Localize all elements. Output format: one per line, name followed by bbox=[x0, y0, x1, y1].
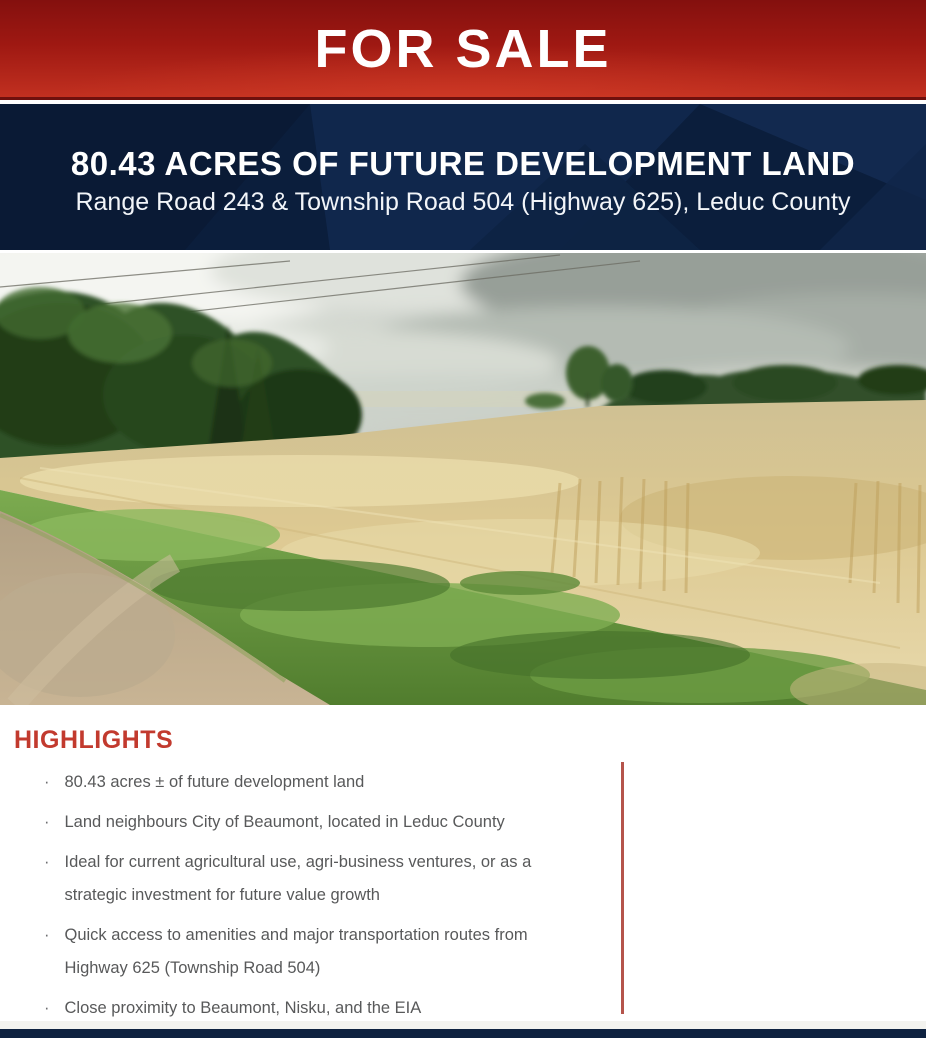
highlight-item bbox=[44, 846, 604, 912]
bullet-dot: · bbox=[44, 926, 50, 944]
hero-band bbox=[0, 104, 926, 250]
bullet-dot: · bbox=[44, 773, 50, 791]
highlight-text: Close proximity to Beaumont, Nisku, and the EIA bbox=[64, 999, 422, 1017]
bullet-dot: · bbox=[44, 853, 50, 871]
highlight-item bbox=[44, 806, 604, 839]
highlight-item bbox=[44, 766, 604, 799]
property-title: 80.43 ACRES OF FUTURE DEVELOPMENT LAND bbox=[70, 145, 856, 182]
highlight-text: 80.43 acres ± of future development land bbox=[64, 773, 365, 791]
for-sale-banner bbox=[0, 0, 926, 100]
property-address: Range Road 243 & Township Road 504 (Highway 625), Leduc County bbox=[75, 188, 851, 216]
highlight-text: Ideal for current agricultural use, agri-business ventures, or as a strategic investment for future value growth bbox=[64, 853, 532, 904]
bullet-dot: · bbox=[44, 813, 50, 831]
highlight-text: Quick access to amenities and major transportation routes from Highway 625 (Township Road 504) bbox=[64, 926, 528, 977]
highlight-item bbox=[44, 919, 604, 985]
footer-light-strip bbox=[0, 1021, 926, 1029]
highlight-text: Land neighbours City of Beaumont, located in Leduc County bbox=[64, 813, 505, 831]
property-photo bbox=[0, 253, 926, 705]
footer-navy-bar bbox=[0, 1029, 926, 1038]
highlights-heading: HIGHLIGHTS bbox=[14, 726, 174, 754]
bullet-dot: · bbox=[44, 999, 50, 1017]
for-sale-label: FOR SALE bbox=[314, 18, 612, 79]
red-divider-line bbox=[621, 762, 624, 1014]
highlights-list bbox=[44, 766, 604, 1032]
